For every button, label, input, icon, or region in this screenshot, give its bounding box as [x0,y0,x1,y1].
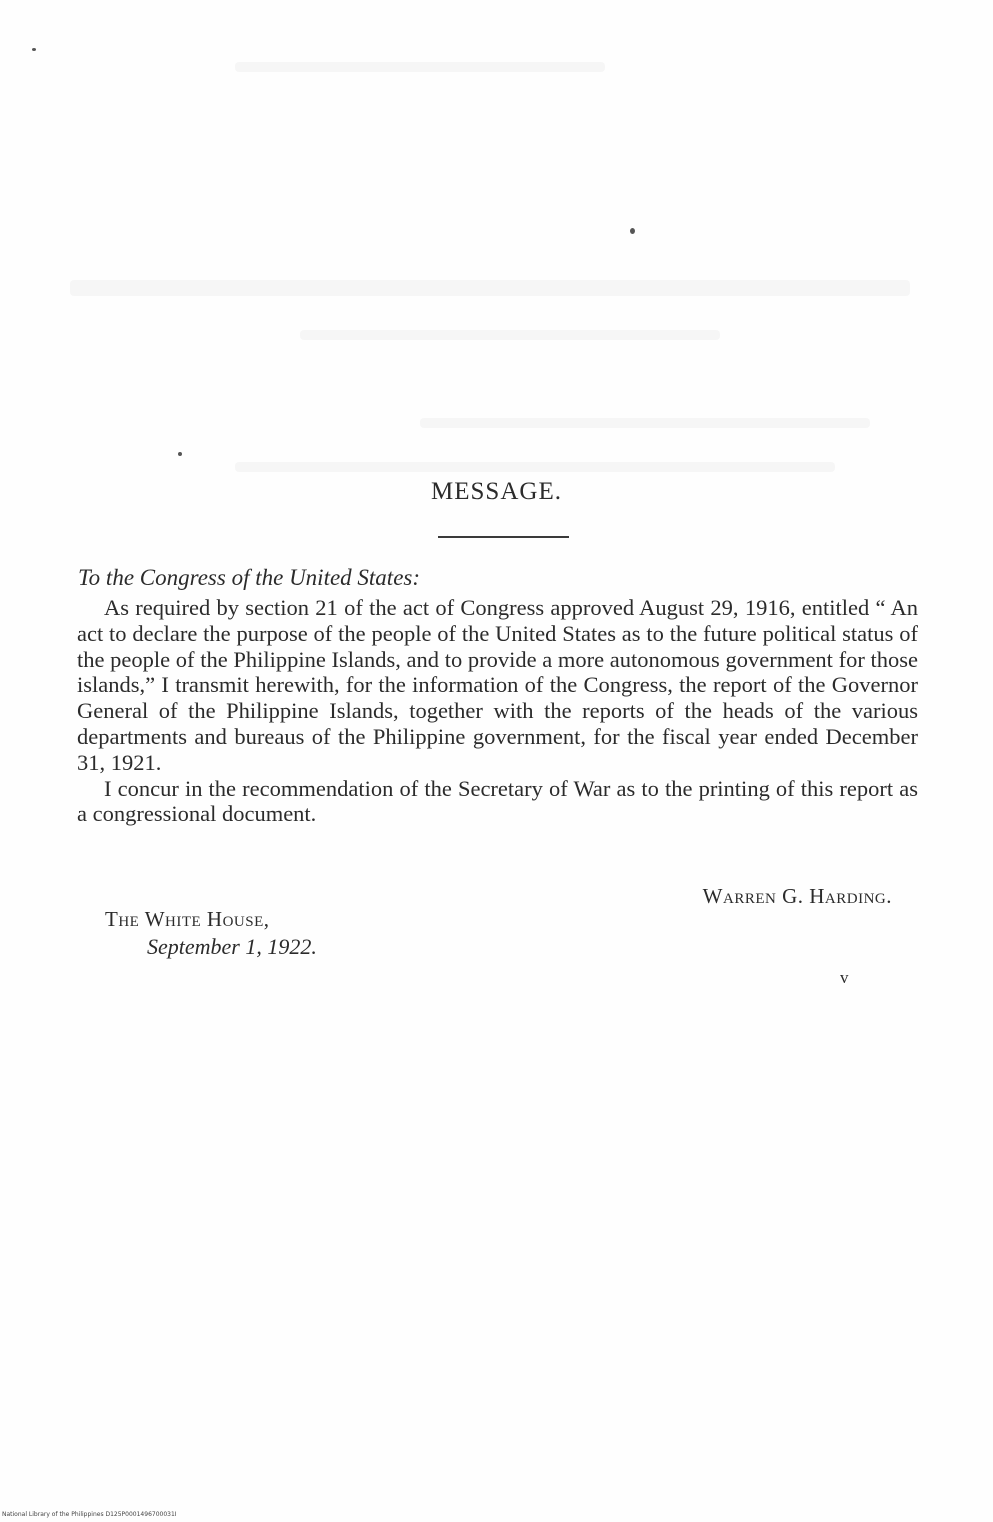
page-title: MESSAGE. [431,478,562,505]
letter-date: September 1, 1922. [147,934,317,959]
body-paragraph: I concur in the recommendation of the Secretary of War as to the printing of this report as a congressional document. [77,775,918,827]
message-body [77,595,918,827]
ink-speck [32,48,36,51]
bleed-through-mark [235,62,605,72]
body-paragraph: As required by section 21 of the act of Congress approved August 29, 1916, entitled “ An act to declare the purpose of the people of the United States as to the future political status of the people of the Philippine Islands, and to provide a more autonomous government for those islands,” I transmit herewith, for the information of the Congress, the report of the Governor General of the Philippine Islands, together with the reports of the heads of the various departments and bureaus of the Philippine government, for the fiscal year ended December 31, 1921. [77,595,918,775]
salutation: To the Congress of the United States: [78,565,421,590]
bleed-through-mark [235,462,835,472]
bleed-through-mark [420,418,870,428]
bleed-through-mark [70,280,910,296]
signature: Warren G. Harding. [702,884,892,908]
scan-source-footer: National Library of the Philippines D125P0001496700031I [2,1511,177,1518]
sender-location: The White House, [105,907,270,931]
page-number: v [840,968,849,987]
ink-speck [178,452,182,456]
bleed-through-mark [300,330,720,340]
title-divider [438,536,569,538]
ink-speck [630,228,635,234]
